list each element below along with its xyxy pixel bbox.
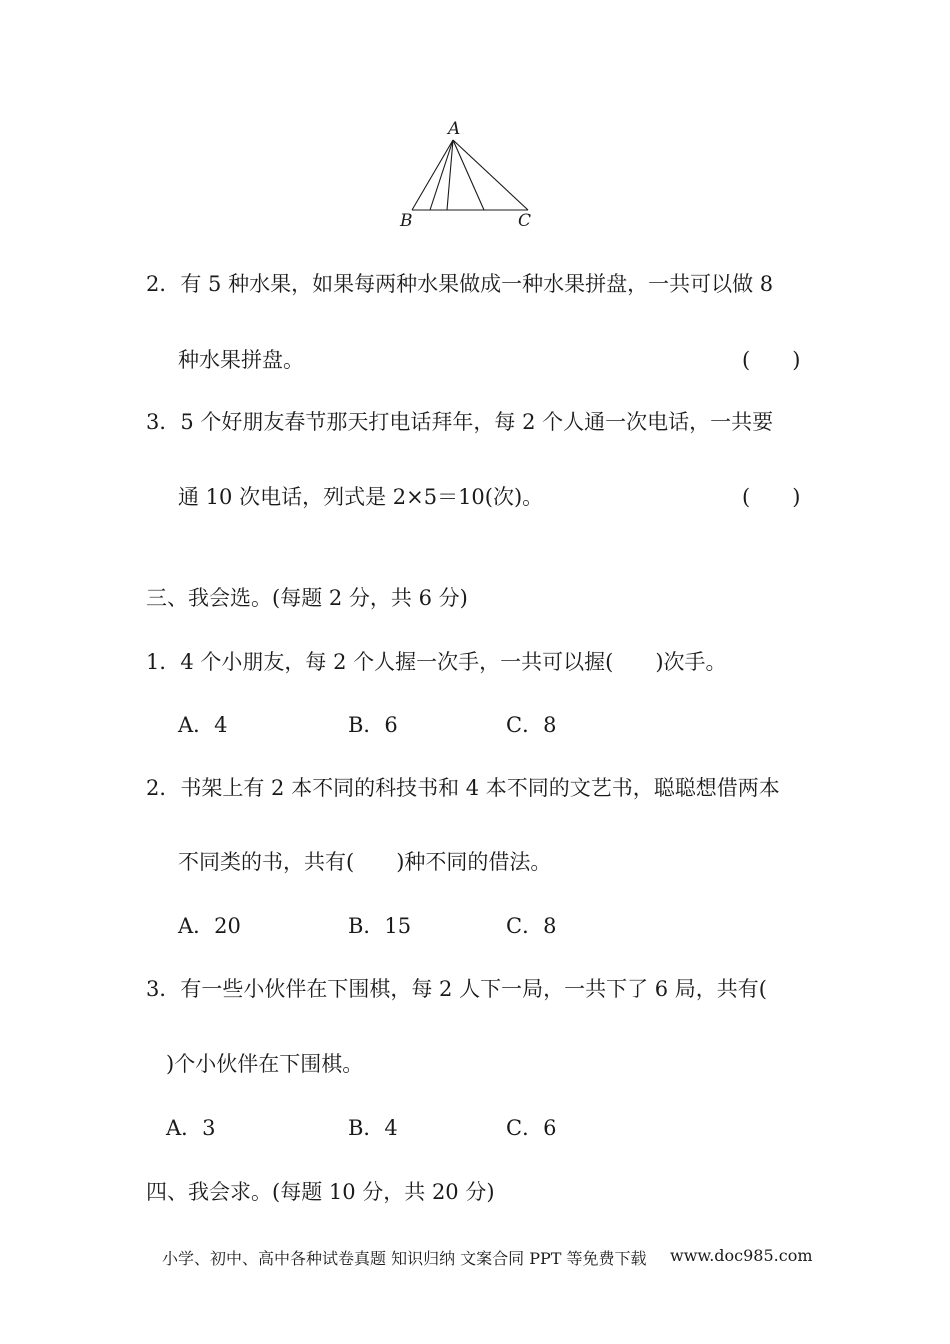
question-number: 3． xyxy=(146,410,181,434)
answer-bracket[interactable]: ( ) xyxy=(742,348,801,372)
side-ab xyxy=(412,140,453,210)
option-c[interactable]: C．8 xyxy=(506,713,557,737)
question-number: 1． xyxy=(146,650,181,674)
question-text: 5 个好朋友春节那天打电话拜年，每 2 个人通一次电话，一共要 xyxy=(180,410,774,434)
judge-q3-line2: 通 10 次电话，列式是 2×5＝10(次)。 xyxy=(178,485,544,509)
triangle-figure xyxy=(390,118,540,233)
question-text: 有 5 种水果，如果每两种水果做成一种水果拼盘，一共可以做 8 xyxy=(180,272,774,296)
side-ac xyxy=(453,140,528,210)
judge-q2-line2: 种水果拼盘。 xyxy=(178,348,304,372)
option-c[interactable]: C．8 xyxy=(506,914,557,938)
choice-q3-line1 xyxy=(146,975,767,1003)
choice-q2-line2: 不同类的书，共有( )种不同的借法。 xyxy=(178,850,552,874)
question-number: 2． xyxy=(146,272,181,296)
section-title: 四、我会求。(每题 10 分，共 20 分) xyxy=(146,1180,495,1204)
option-a[interactable]: A．20 xyxy=(178,914,241,938)
option-b[interactable]: B．6 xyxy=(348,713,398,737)
choice-q2-line1 xyxy=(146,774,780,802)
footer-link[interactable]: www.doc985.com xyxy=(670,1246,813,1265)
vertex-label-a: A xyxy=(448,119,461,139)
triangle-diagram xyxy=(390,118,540,233)
footer-text: 小学、初中、高中各种试卷真题 知识归纳 文案合同 PPT 等免费下载 xyxy=(162,1249,647,1268)
cevian-3 xyxy=(453,140,484,210)
question-number: 2． xyxy=(146,776,181,800)
option-b[interactable]: B．15 xyxy=(348,914,412,938)
judge-q2-line1 xyxy=(146,270,773,298)
vertex-label-c: C xyxy=(518,211,532,231)
question-number: 3． xyxy=(146,977,181,1001)
option-b[interactable]: B．4 xyxy=(348,1116,398,1140)
option-c[interactable]: C．6 xyxy=(506,1116,557,1140)
option-a[interactable]: A．3 xyxy=(166,1116,216,1140)
judge-q3-line1 xyxy=(146,408,773,436)
section-title: 三、我会选。(每题 2 分，共 6 分) xyxy=(146,586,468,610)
question-text: 书架上有 2 本不同的科技书和 4 本不同的文艺书，聪聪想借两本 xyxy=(180,776,780,800)
answer-bracket[interactable]: ( ) xyxy=(742,485,801,509)
question-text: 有一些小伙伴在下围棋，每 2 人下一局，一共下了 6 局，共有( xyxy=(180,977,767,1001)
question-text: 4 个小朋友，每 2 个人握一次手，一共可以握( )次手。 xyxy=(180,650,727,674)
option-a[interactable]: A．4 xyxy=(178,713,228,737)
choice-q1 xyxy=(146,648,727,676)
vertex-label-b: B xyxy=(400,211,413,231)
choice-q3-line2: )个小伙伴在下围棋。 xyxy=(166,1052,364,1076)
